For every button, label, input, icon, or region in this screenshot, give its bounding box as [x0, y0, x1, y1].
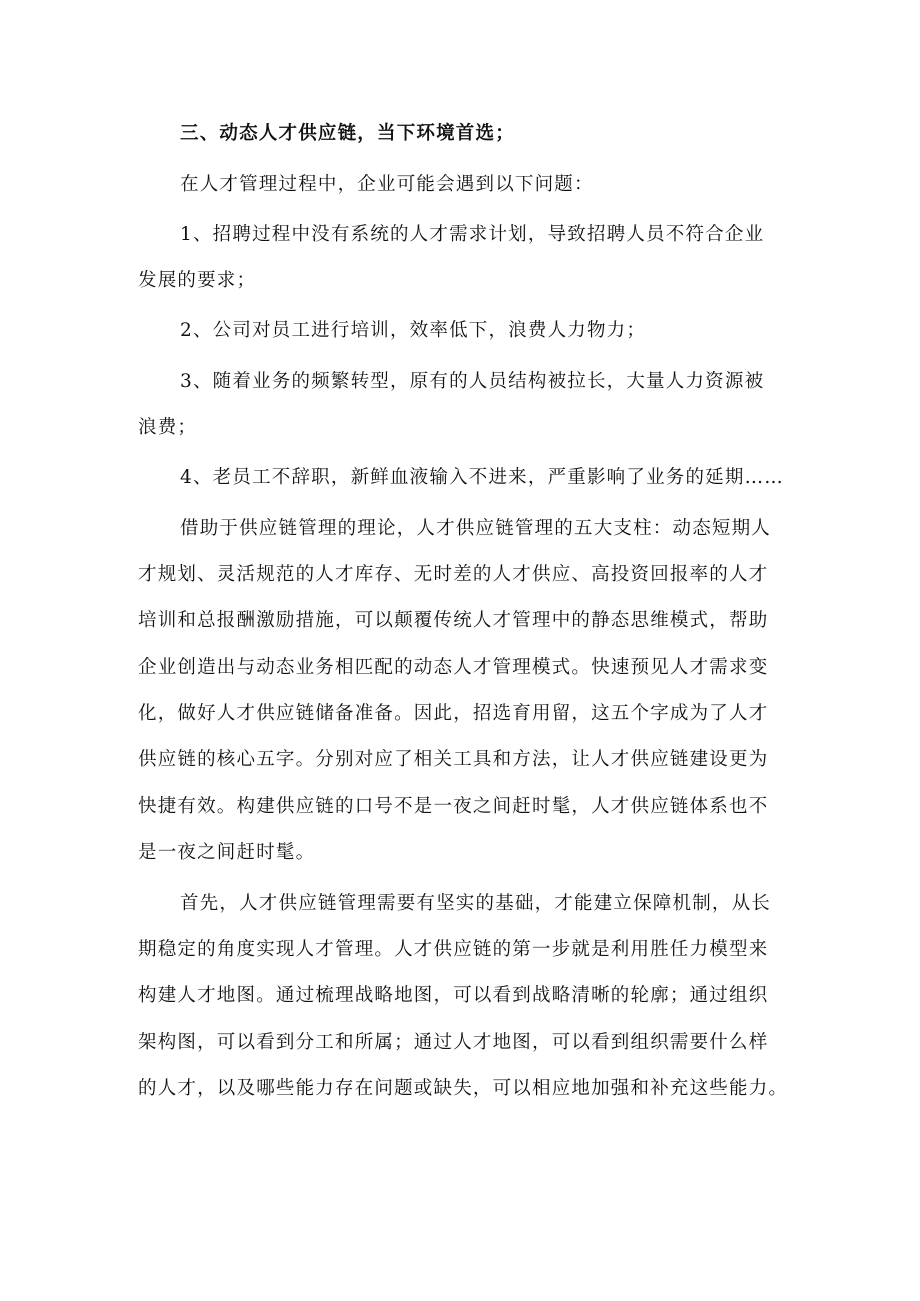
para1-line-6: 供应链的核心五字。分别对应了相关工具和方法，让人才供应链建设更为: [138, 749, 769, 770]
intro-line: 在人才管理过程中，企业可能会遇到以下问题：: [180, 174, 594, 195]
problem-4-line-1: 4、老员工不辞职，新鲜血液输入不进来，严重影响了业务的延期……: [180, 467, 784, 488]
para2-line-2: 期稳定的角度实现人才管理。人才供应链的第一步就是利用胜任力模型来: [138, 939, 769, 960]
section-heading: 三、动态人才供应链，当下环境首选；: [180, 123, 515, 144]
para1-line-5: 化，做好人才供应链储备准备。因此，招选育用留，这五个字成为了人才: [138, 703, 769, 724]
para2-line-1: 首先，人才供应链管理需要有坚实的基础，才能建立保障机制，从长: [180, 893, 772, 914]
para1-line-4: 企业创造出与动态业务相匹配的动态人才管理模式。快速预见人才需求变: [138, 657, 769, 678]
para1-line-7: 快捷有效。构建供应链的口号不是一夜之间赶时髦，人才供应链体系也不: [138, 796, 769, 817]
problem-3-line-1: 3、随着业务的频繁转型，原有的人员结构被拉长，大量人力资源被: [180, 371, 765, 392]
para1-line-3: 培训和总报酬激励措施，可以颠覆传统人才管理中的静态思维模式，帮助: [138, 610, 769, 631]
para1-line-8: 是一夜之间赶时髦。: [138, 842, 316, 863]
problem-2-line-1: 2、公司对员工进行培训，效率低下，浪费人力物力；: [180, 320, 647, 341]
para1-line-1: 借助于供应链管理的理论，人才供应链管理的五大支柱：动态短期人: [180, 518, 772, 539]
para2-line-3: 构建人才地图。通过梳理战略地图，可以看到战略清晰的轮廓；通过组织: [138, 985, 769, 1006]
para2-line-4: 架构图，可以看到分工和所属；通过人才地图，可以看到组织需要什么样: [138, 1032, 769, 1053]
problem-1-line-2: 发展的要求；: [138, 270, 257, 291]
problem-1-line-1: 1、招聘过程中没有系统的人才需求计划，导致招聘人员不符合企业: [180, 224, 765, 245]
problem-3-line-2: 浪费；: [138, 417, 198, 438]
para1-line-2: 才规划、灵活规范的人才库存、无时差的人才供应、高投资回报率的人才: [138, 564, 769, 585]
para2-line-5: 的人才，以及哪些能力存在问题或缺失，可以相应地加强和补充这些能力。: [138, 1078, 789, 1099]
